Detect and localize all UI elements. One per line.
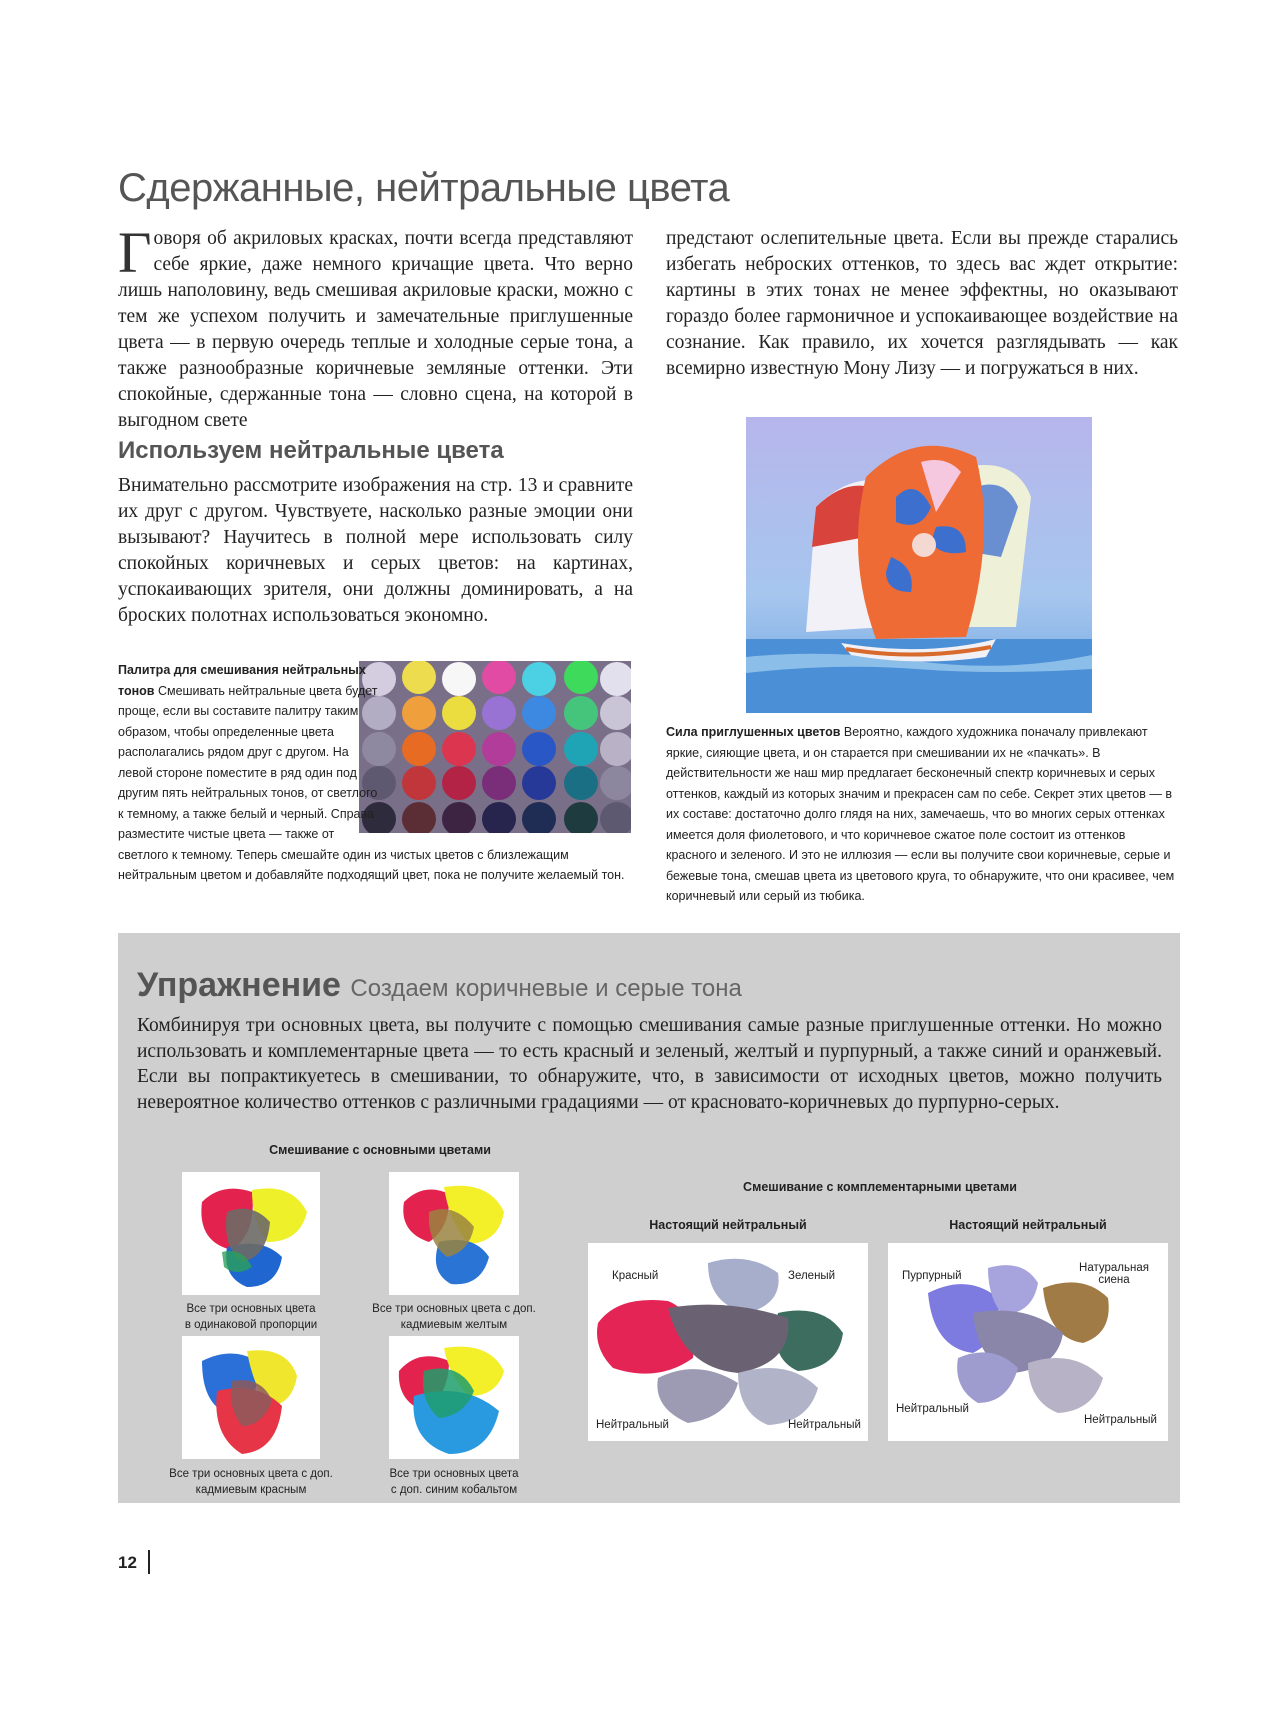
exercise-text: Комбинируя три основных цвета, вы получите с помощью смешивания самые разные приглушенные оттенки. Но можно использовать и комплементарные цвета — то есть красный и зеленый, желтый и пурпурный, а также синий и оранжевый. Если вы попрактикуетесь в смешивании, то обнаружите, что, в зависимости от исходных цветов, можно получить невероятное количество оттенков с различными градациями — от красновато-коричневых до пурпурно-серых. xyxy=(137,1015,1162,1113)
caption-line: с доп. синим кобальтом xyxy=(390,1484,518,1496)
sail-caption-title: Сила приглушенных цветов xyxy=(666,725,841,739)
swatch-blue xyxy=(389,1336,519,1459)
label-neutral-right-2: Нейтральный xyxy=(1084,1414,1157,1426)
label-neutral-left: Нейтральный xyxy=(596,1419,669,1431)
palette-caption xyxy=(118,660,633,886)
label-neutral-right: Нейтральный xyxy=(788,1419,861,1431)
complementary-mixing-heading: Смешивание с комплементарными цветами xyxy=(743,1180,1017,1194)
swatch-equal-caption xyxy=(160,1301,342,1333)
label-red: Красный xyxy=(612,1270,659,1282)
label-green: Зеленый xyxy=(788,1270,836,1282)
panel2-heading: Настоящий нейтральный xyxy=(949,1218,1107,1232)
complementary-panel-red-green xyxy=(588,1243,868,1441)
sailboat-painting xyxy=(746,417,1092,713)
swatch-blue-caption xyxy=(354,1466,554,1498)
complementary-panel-purple-sienna xyxy=(888,1243,1168,1441)
caption-line: Все три основных цвета с доп. xyxy=(372,1303,536,1315)
exercise-title xyxy=(137,966,742,1005)
palette-caption-text: Смешивать нейтральные цвета будет проще, если вы составите палитру таким образом, чтобы определенные цвета располагались рядом друг с другом. На левой стороне поместите в ряд один под другим пять нейтральных тонов, от светлого к темному, а также белый и черный. Справа разместите чистые цвета — также от светлого к темному. Теперь смешайте один из чистых цветов с близлежащим нейтральным цветом и добавляйте подходящий цвет, пока не получите желаемый тон. xyxy=(118,683,625,882)
intro-left-column xyxy=(118,220,633,434)
caption-line: Все три основных цвета xyxy=(389,1468,519,1480)
label-sienna-line2: сиена xyxy=(1098,1274,1130,1286)
intro-right-column: предстают ослепительные цвета. Если вы прежде старались избегать неброских оттенков, то здесь вас ждет открытие: картины в этих тонах не менее эффектны, но оказывают гораздо более гармоничное и успокаивающее воздействие на сознание. Как правило, их хочется разглядывать — как всемирно известную Мону Лизу — и погружаться в них. xyxy=(666,228,1178,379)
sail-caption xyxy=(666,722,1178,907)
exercise-label: Упражнение xyxy=(137,966,341,1004)
label-neutral-left-2: Нейтральный xyxy=(896,1403,969,1415)
caption-line: Все три основных цвета с доп. xyxy=(169,1468,333,1480)
caption-line: Все три основных цвета xyxy=(186,1303,316,1315)
swatch-yellow-caption xyxy=(354,1301,554,1333)
page-number-divider xyxy=(148,1550,150,1574)
sail-caption-text: Вероятно, каждого художника поначалу привлекают яркие, сияющие цвета, и он старается при смешивании их не «пачкать». В действительности же наш мир предлагает бесконечный спектр коричневых и серых оттенков, каждый из которых значим и прекрасен сам по себе. Секрет этих цветов — в их составе: достаточно долго глядя на них, замечаешь, что во многих серых оттенках имеется доля фиолетового, и что коричневое сжатое поле состоит из оттенков красного и зеленого. И это не иллюзия — если вы получите свои коричневые, серые и бежевые тона, смешав цвета из цветового круга, то обнаружите, что они красивее, чем коричневый или серый из тюбика. xyxy=(666,725,1175,903)
label-sienna-line1: Натуральная xyxy=(1079,1262,1149,1274)
exercise-subtitle: Создаем коричневые и серые тона xyxy=(350,975,742,1002)
palette-caption-title: Палитра для смешивания нейтральных тонов xyxy=(118,663,366,698)
drop-cap: Г xyxy=(118,220,152,285)
page-number: 12 xyxy=(118,1553,137,1572)
swatch-yellow xyxy=(389,1172,519,1295)
label-sienna xyxy=(1074,1262,1154,1286)
swatch-red xyxy=(182,1336,320,1459)
caption-line: кадмиевым желтым xyxy=(400,1319,508,1331)
label-purple: Пурпурный xyxy=(902,1270,962,1282)
swatch-red-caption xyxy=(160,1466,342,1498)
intro-left-text: оворя об акриловых красках, почти всегда представляют себе яркие, даже немного кричащие цвета. Что верно лишь наполовину, ведь смешивая акриловые краски, можно с тем же успехом получить и замечательные приглушенные цвета — в первую очередь теплые и холодные серые тона, а также разнообразные коричневые земляные оттенки. Эти спокойные, сдержанные тона — словно сцена, на которой в выгодном свете xyxy=(118,228,633,431)
panel1-heading: Настоящий нейтральный xyxy=(649,1218,807,1232)
caption-line: в одинаковой пропорции xyxy=(184,1319,318,1331)
swatch-equal xyxy=(182,1172,320,1295)
caption-line: кадмиевым красным xyxy=(195,1484,307,1496)
primary-mixing-heading: Смешивание с основными цветами xyxy=(269,1143,491,1157)
section-text: Внимательно рассмотрите изображения на стр. 13 и сравните их друг с другом. Чувствуете, насколько разные эмоции они вызывают? Научитесь в полной мере использовать силу спокойных коричневых и серых цветов: на картинах, успокаивающих зрителя, они должны доминировать, а на броских полотнах использоваться экономно. xyxy=(118,475,633,626)
section-heading: Используем нейтральные цвета xyxy=(118,437,504,464)
page-title: Сдержанные, нейтральные цвета xyxy=(118,166,730,210)
